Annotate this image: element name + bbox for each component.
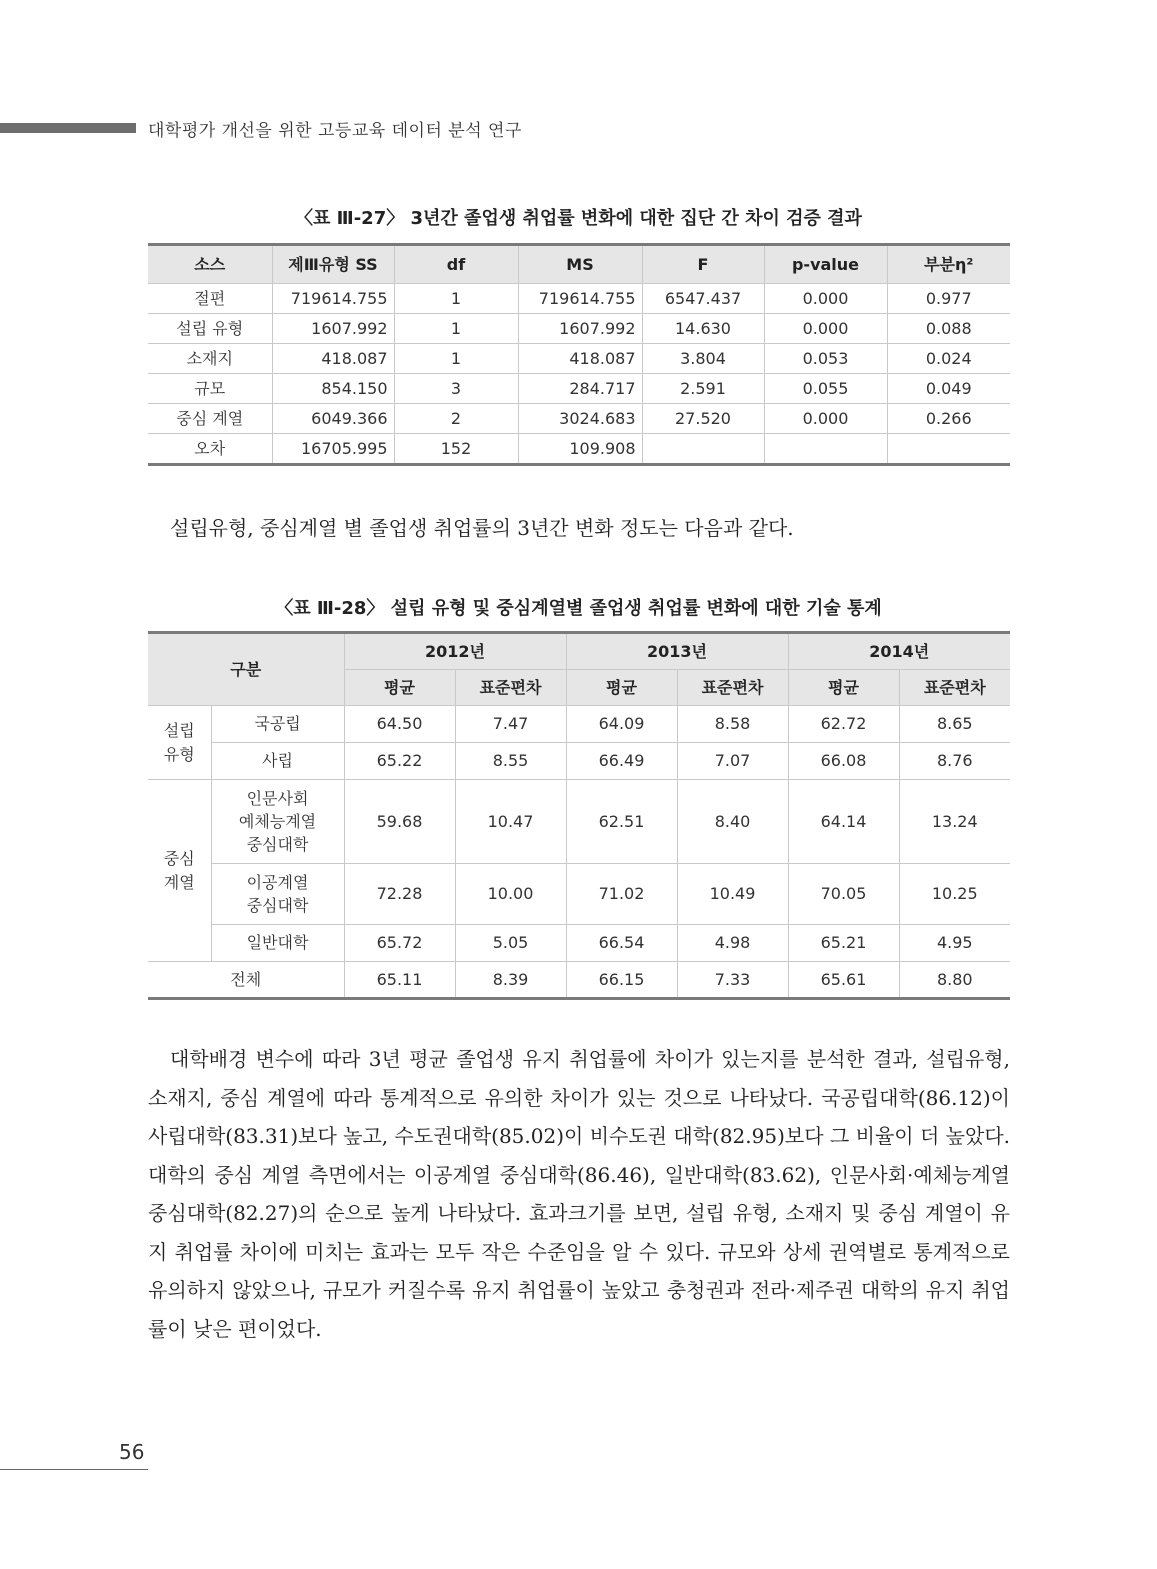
cell-value: 72.28 (344, 864, 455, 925)
cell-value: 65.21 (788, 925, 899, 962)
analysis-paragraph: 대학배경 변수에 따라 3년 평균 졸업생 유지 취업률에 차이가 있는지를 분석한 결과, 설립유형, 소재지, 중심 계열에 따라 통계적으로 유의한 차이가 있는 것으로 나타났다. 국공립대학(86.12)이 사립대학(83.31)보다 높고, 수도권대학(85.02)이 비수도권 대학(82.95)보다 그 비율이 더 높았다. 대학의 중심 계열 측면에서는 이공계열 중심대학(86.46), 일반대학(83.62), 인문사회·예체능계열 중심대학(82.27)의 순으로 높게 나타났다. 효과크기를 보면, 설립 유형, 소재지 및 중심 계열이 유지 취업률 차이에 미치는 효과는 모두 작은 수준임을 알 수 있다. 규모와 상세 권역별로 통계적으로 유의하지 않았으나, 규모가 커질수록 유지 취업률이 높았고 충청권과 전라·제주권 대학의 유지 취업률이 낮은 편이었다. (148, 1047, 1010, 1341)
table-row (148, 314, 1010, 344)
cell-value: 64.50 (344, 706, 455, 743)
header-cell-mean: 평균 (344, 670, 455, 706)
cell-df: 1 (394, 284, 518, 314)
cell-f: 14.630 (642, 314, 764, 344)
cell-df: 152 (394, 434, 518, 465)
page-number: 56 (119, 1440, 145, 1464)
header-cell-sd: 표준편차 (677, 670, 788, 706)
cell-p: 0.055 (764, 374, 887, 404)
header-cell: p-value (764, 245, 887, 284)
header-cell: 제Ⅲ유형 SS (272, 245, 394, 284)
cell-ss: 1607.992 (272, 314, 394, 344)
row-label: 인문사회 예체능계열 중심대학 (211, 780, 344, 864)
cell-f (642, 434, 764, 465)
cell-p: 0.000 (764, 404, 887, 434)
total-label: 전체 (148, 962, 344, 999)
row-label: 국공립 (211, 706, 344, 743)
row-label: 일반대학 (211, 925, 344, 962)
header-bar (0, 123, 136, 133)
cell-source: 규모 (148, 374, 272, 404)
cell-value: 5.05 (455, 925, 566, 962)
cell-value: 62.72 (788, 706, 899, 743)
cell-value: 8.40 (677, 780, 788, 864)
cell-value: 65.11 (344, 962, 455, 999)
table-row (148, 344, 1010, 374)
header-cell: df (394, 245, 518, 284)
header-cell-year: 2014년 (788, 633, 1010, 670)
cell-ss: 719614.755 (272, 284, 394, 314)
table-row (148, 743, 1010, 780)
cell-ss: 854.150 (272, 374, 394, 404)
running-header-title: 대학평가 개선을 위한 고등교육 데이터 분석 연구 (148, 121, 522, 141)
header-cell-category: 구분 (148, 633, 344, 706)
header-cell-sd: 표준편차 (455, 670, 566, 706)
descriptive-stats-table (148, 631, 1010, 1000)
cell-source: 설립 유형 (148, 314, 272, 344)
cell-value: 70.05 (788, 864, 899, 925)
cell-ss: 6049.366 (272, 404, 394, 434)
footer-rule (0, 1469, 148, 1470)
row-label: 이공계열 중심대학 (211, 864, 344, 925)
intro-paragraph: 설립유형, 중심계열 별 졸업생 취업률의 3년간 변화 정도는 다음과 같다. (170, 516, 794, 540)
header-cell-year: 2013년 (566, 633, 788, 670)
group-label: 중심 계열 (148, 780, 211, 962)
cell-value: 8.65 (899, 706, 1010, 743)
cell-eta: 0.977 (887, 284, 1010, 314)
cell-p: 0.000 (764, 284, 887, 314)
cell-f: 3.804 (642, 344, 764, 374)
cell-source: 절편 (148, 284, 272, 314)
cell-ms: 109.908 (518, 434, 642, 465)
table2-caption: 〈표 Ⅲ-28〉 설립 유형 및 중심계열별 졸업생 취업률 변화에 대한 기술 통계 (275, 598, 882, 619)
cell-value: 8.76 (899, 743, 1010, 780)
cell-value: 71.02 (566, 864, 677, 925)
cell-ms: 284.717 (518, 374, 642, 404)
cell-p (764, 434, 887, 465)
cell-value: 8.80 (899, 962, 1010, 999)
cell-df: 3 (394, 374, 518, 404)
group-label: 설립 유형 (148, 706, 211, 780)
cell-ss: 418.087 (272, 344, 394, 374)
cell-value: 66.54 (566, 925, 677, 962)
cell-value: 64.09 (566, 706, 677, 743)
cell-value: 8.58 (677, 706, 788, 743)
header-cell-mean: 평균 (788, 670, 899, 706)
cell-value: 66.15 (566, 962, 677, 999)
table-row (148, 864, 1010, 925)
header-cell: 부분η² (887, 245, 1010, 284)
cell-value: 59.68 (344, 780, 455, 864)
header-cell: F (642, 245, 764, 284)
header-cell: MS (518, 245, 642, 284)
cell-eta: 0.266 (887, 404, 1010, 434)
cell-value: 64.14 (788, 780, 899, 864)
cell-ms: 418.087 (518, 344, 642, 374)
cell-value: 7.07 (677, 743, 788, 780)
cell-value: 7.47 (455, 706, 566, 743)
cell-value: 65.72 (344, 925, 455, 962)
cell-p: 0.000 (764, 314, 887, 344)
cell-df: 2 (394, 404, 518, 434)
cell-value: 8.55 (455, 743, 566, 780)
cell-value: 62.51 (566, 780, 677, 864)
cell-ms: 3024.683 (518, 404, 642, 434)
cell-value: 4.98 (677, 925, 788, 962)
table-row (148, 434, 1010, 465)
cell-eta (887, 434, 1010, 465)
anova-table (148, 243, 1010, 466)
cell-eta: 0.049 (887, 374, 1010, 404)
cell-source: 소재지 (148, 344, 272, 374)
table-row (148, 706, 1010, 743)
table-row (148, 780, 1010, 864)
cell-value: 65.61 (788, 962, 899, 999)
table1-caption: 〈표 Ⅲ-27〉 3년간 졸업생 취업률 변화에 대한 집단 간 차이 검증 결과 (295, 208, 862, 229)
cell-value: 13.24 (899, 780, 1010, 864)
cell-f: 6547.437 (642, 284, 764, 314)
cell-value: 65.22 (344, 743, 455, 780)
cell-ms: 719614.755 (518, 284, 642, 314)
header-cell: 소스 (148, 245, 272, 284)
cell-value: 7.33 (677, 962, 788, 999)
cell-value: 66.49 (566, 743, 677, 780)
table-total-row (148, 962, 1010, 999)
cell-value: 8.39 (455, 962, 566, 999)
table-header-row (148, 633, 1010, 670)
cell-df: 1 (394, 314, 518, 344)
table-row (148, 284, 1010, 314)
table-row (148, 374, 1010, 404)
cell-value: 10.00 (455, 864, 566, 925)
table-row (148, 404, 1010, 434)
cell-value: 10.25 (899, 864, 1010, 925)
cell-ms: 1607.992 (518, 314, 642, 344)
cell-value: 10.47 (455, 780, 566, 864)
cell-p: 0.053 (764, 344, 887, 374)
cell-value: 66.08 (788, 743, 899, 780)
cell-source: 중심 계열 (148, 404, 272, 434)
cell-value: 10.49 (677, 864, 788, 925)
cell-eta: 0.024 (887, 344, 1010, 374)
cell-value: 4.95 (899, 925, 1010, 962)
cell-source: 오차 (148, 434, 272, 465)
cell-f: 27.520 (642, 404, 764, 434)
header-cell-mean: 평균 (566, 670, 677, 706)
cell-df: 1 (394, 344, 518, 374)
cell-eta: 0.088 (887, 314, 1010, 344)
table-row (148, 925, 1010, 962)
cell-f: 2.591 (642, 374, 764, 404)
cell-ss: 16705.995 (272, 434, 394, 465)
row-label: 사립 (211, 743, 344, 780)
header-cell-year: 2012년 (344, 633, 566, 670)
header-cell-sd: 표준편차 (899, 670, 1010, 706)
table-header-row (148, 245, 1010, 284)
